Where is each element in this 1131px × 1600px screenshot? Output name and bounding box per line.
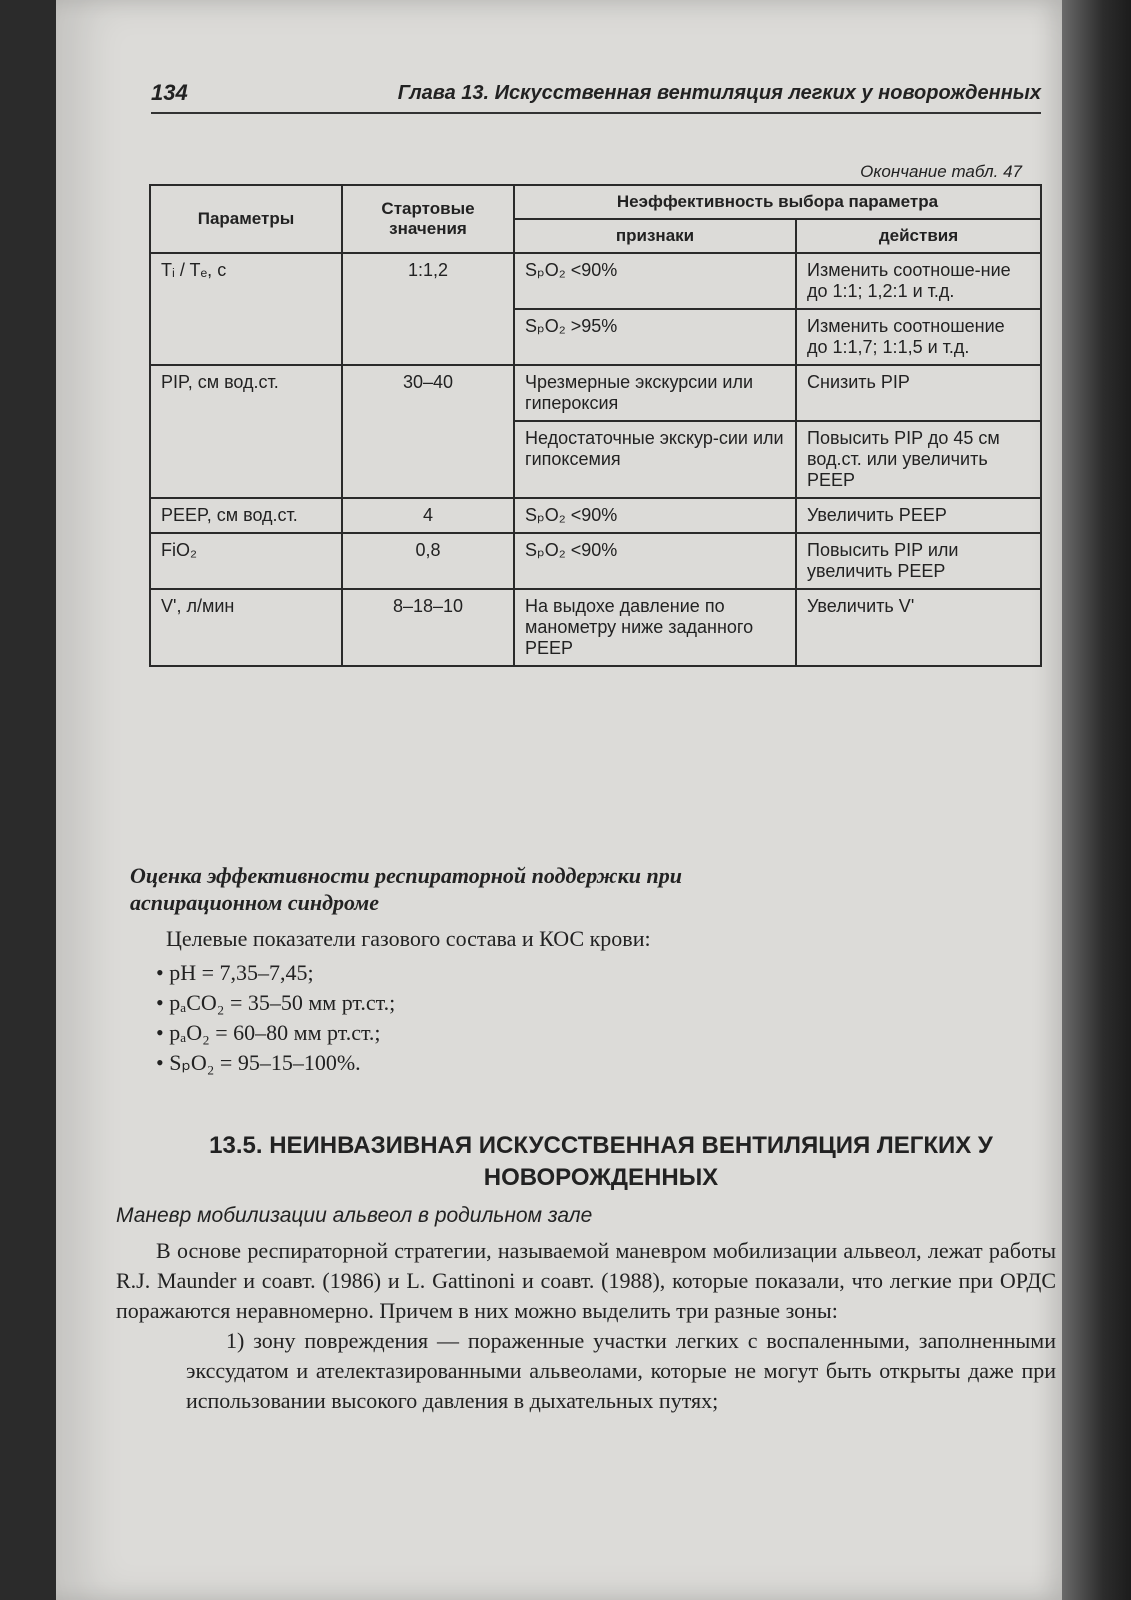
cell-sign: SₚO₂ <90% [514, 533, 796, 589]
book-page [56, 0, 1062, 1600]
cell-action: Повысить PIP до 45 см вод.ст. или увеличить PEEP [796, 421, 1041, 498]
cell-sign: SₚO₂ >95% [514, 309, 796, 365]
table-row [150, 533, 1041, 589]
table-row [150, 589, 1041, 666]
page-header [151, 76, 1041, 114]
cell-action: Изменить соотношение до 1:1,7; 1:1,5 и т.д. [796, 309, 1041, 365]
assessment-title: Оценка эффективности респираторной поддержки при аспирационном синдроме [130, 863, 682, 915]
cell-start: 1:1,2 [342, 253, 514, 365]
cell-sign: SₚO₂ <90% [514, 498, 796, 533]
cell-param: Tᵢ / Tₑ, с [150, 253, 342, 365]
cell-action: Повысить PIP или увеличить PEEP [796, 533, 1041, 589]
col-actions: действия [796, 219, 1041, 253]
cell-param: PIP, см вод.ст. [150, 365, 342, 498]
table-row [150, 365, 1041, 421]
assessment-list [156, 958, 395, 1078]
col-ineff: Неэффективность выбора параметра [514, 185, 1041, 219]
list-item: • pₐO₂ = 60–80 мм рт.ст.; [156, 1018, 395, 1048]
cell-sign: Чрезмерные экскурсии или гипероксия [514, 365, 796, 421]
parameters-table [149, 184, 1042, 667]
cell-start: 8–18–10 [342, 589, 514, 666]
list-item: • pₐCO₂ = 35–50 мм рт.ст.; [156, 988, 395, 1018]
cell-action: Снизить PIP [796, 365, 1041, 421]
cell-param: V', л/мин [150, 589, 342, 666]
table-row [150, 498, 1041, 533]
page-edge-shadow [1062, 0, 1131, 1600]
section-body [116, 1236, 1056, 1416]
cell-action: Изменить соотноше-ние до 1:1; 1,2:1 и т.д. [796, 253, 1041, 309]
assessment-intro: Целевые показатели газового состава и КОС крови: [166, 926, 651, 951]
cell-start: 30–40 [342, 365, 514, 498]
table-continuation-label: Окончание табл. 47 [860, 162, 1022, 181]
list-item: • pH = 7,35–7,45; [156, 958, 395, 988]
list-item: • SₚO₂ = 95–15–100%. [156, 1048, 395, 1078]
col-start: Стартовые значения [342, 185, 514, 253]
cell-sign: Недостаточные экскур-сии или гипоксемия [514, 421, 796, 498]
cell-sign: На выдохе давление по манометру ниже заданного PEEP [514, 589, 796, 666]
section-paragraph: В основе респираторной стратегии, называемой маневром мобилизации альвеол, лежат работы R.J. Maunder и соавт. (1986) и L. Gattinoni и соавт. (1988), которые показали, что легкие при ОРДС поражаются неравномерно. Причем в них можно выделить три разные зоны: [116, 1238, 1056, 1323]
cell-param: FiO₂ [150, 533, 342, 589]
col-params: Параметры [150, 185, 342, 253]
running-title: Глава 13. Искусственная вентиляция легких у новорожденных [397, 82, 1041, 104]
page-number: 134 [151, 80, 188, 105]
cell-action: Увеличить V' [796, 589, 1041, 666]
col-signs: признаки [514, 219, 796, 253]
cell-param: PEEP, см вод.ст. [150, 498, 342, 533]
cell-start: 0,8 [342, 533, 514, 589]
cell-start: 4 [342, 498, 514, 533]
section-title: 13.5. НЕИНВАЗИВНАЯ ИСКУССТВЕННАЯ ВЕНТИЛЯЦИЯ ЛЕГКИХ У НОВОРОЖДЕННЫХ [209, 1132, 993, 1191]
list-item: 1) зону повреждения — пораженные участки легких с воспаленными, заполненными экссудатом и ателектазированными альвеолами, которые не могут быть открыты даже при использовании высокого давления в дыхательных путях; [186, 1328, 1056, 1413]
table-row [150, 253, 1041, 309]
cell-sign: SₚO₂ <90% [514, 253, 796, 309]
cell-action: Увеличить PEEP [796, 498, 1041, 533]
section-subtitle: Маневр мобилизации альвеол в родильном зале [116, 1204, 593, 1227]
